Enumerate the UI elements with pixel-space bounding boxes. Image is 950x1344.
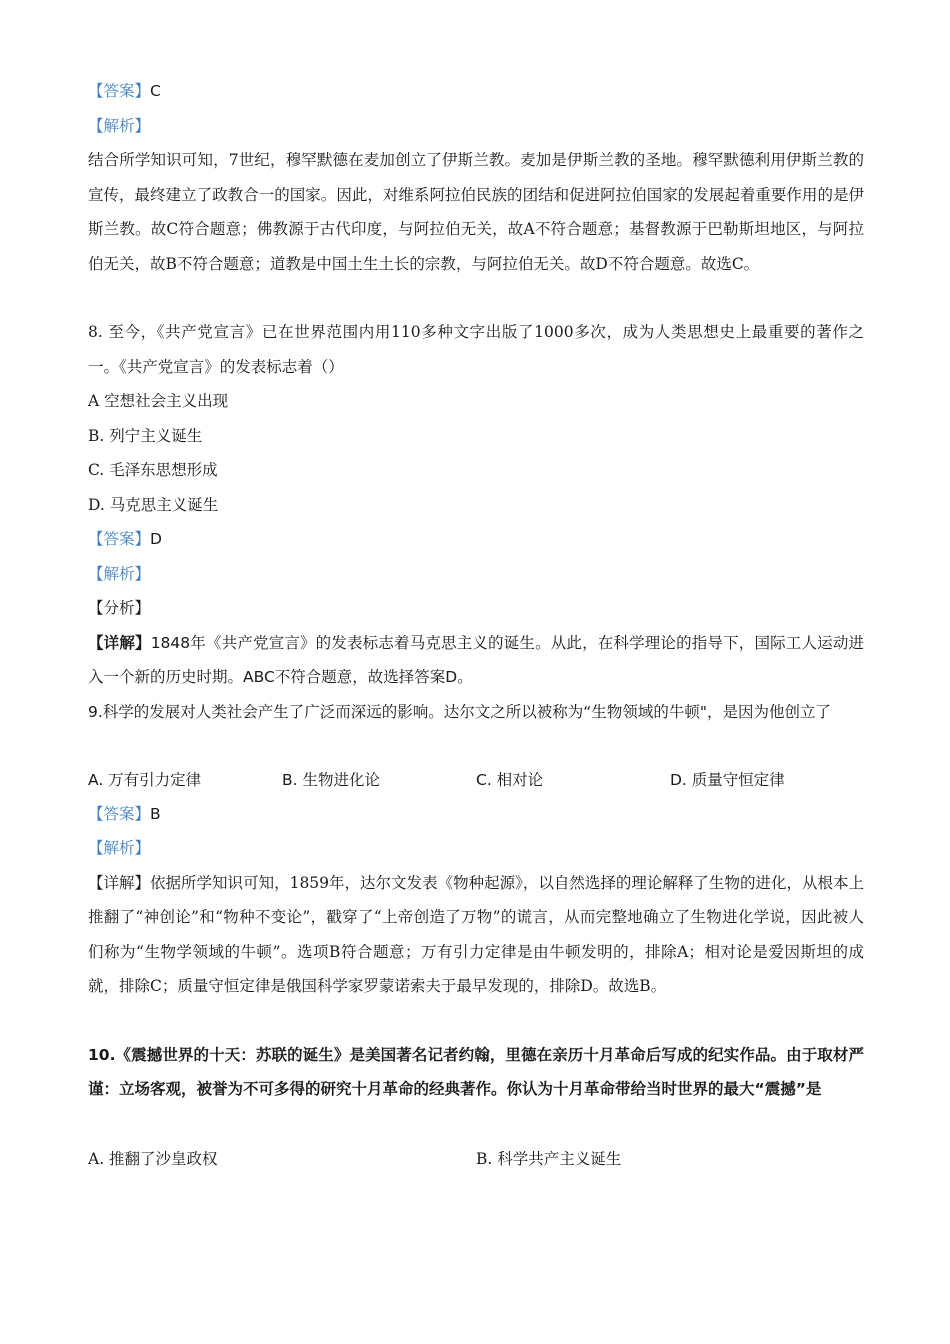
q7-answer-line: [88, 74, 864, 109]
q10-stem-text: 10.《震撼世界的十天：苏联的诞生》是美国著名记者约翰，里德在亲历十月革命后写成的纪实作品。由于取材严谨：立场客观，被誉为不可多得的研究十月革命的经典著作。你认为十月革命带给当时世界的最大“震撼”是: [88, 1045, 864, 1098]
analysis-tag: 【解析】: [88, 116, 151, 135]
q8-option-d: D. 马克思主义诞生: [88, 495, 219, 514]
q8-fenxi-heading: 【分析】: [88, 599, 151, 617]
q10-option-b: B. 科学共产主义诞生: [476, 1149, 622, 1168]
document-page: [88, 74, 864, 1176]
q8-option-b: B. 列宁主义诞生: [88, 426, 203, 445]
q7-analysis-heading: [88, 109, 864, 144]
q9-options-row: [88, 764, 864, 797]
q9-option-a: A. 万有引力定律: [88, 770, 202, 789]
q8-analysis-heading: [88, 557, 864, 592]
q9-option-b: B. 生物进化论: [282, 770, 380, 789]
detail-tag: 【详解】: [88, 632, 151, 652]
answer-value: B: [150, 804, 161, 823]
q9-analysis-heading: [88, 831, 864, 866]
q8-option-c: C. 毛泽东思想形成: [88, 461, 218, 479]
q9-option-d: D. 质量守恒定律: [670, 770, 785, 789]
detail-text: 依据所学知识可知，1859年，达尔文发表《物种起源》，以自然选择的理论解释了生物的进化，从根本上推翻了“神创论”和“物种不变论”，戳穿了“上帝创造了万物”的谎言，从而完整地确立了生物进化学说，因此被人们称为“生物学领域的牛顿”。选项B符合题意；万有引力定律是由牛顿发明的，排除A；相对论是爱因斯坦的成就，排除C；质量守恒定律是俄国科学家罗蒙诺索夫于最早发现的，排除D。故选B。: [88, 873, 864, 995]
q9-option-c: C. 相对论: [476, 770, 544, 789]
q8-answer-line: [88, 522, 864, 557]
answer-value: D: [150, 530, 162, 548]
q9-detail: [88, 866, 864, 1038]
q10-stem: [88, 1038, 864, 1142]
q10-option-a: A. 推翻了沙皇政权: [88, 1149, 218, 1168]
q8-stem: 8. 至今，《共产党宣言》已在世界范围内用110多种文字出版了1000多次，成为人类思想史上最重要的著作之一。《共产党宣言》的发表标志着（）: [88, 323, 864, 376]
q8-option-a: A 空想社会主义出现: [88, 392, 229, 410]
detail-text: 1848年《共产党宣言》的发表标志着马克思主义的诞生。从此，在科学理论的指导下，国际工人运动进入一个新的历史时期。ABC不符合题意，故选择答案D。: [88, 633, 864, 686]
answer-tag: 【答案】: [88, 82, 151, 100]
analysis-tag: 【解析】: [88, 564, 151, 583]
detail-tag: 【详解】: [88, 873, 151, 892]
q8-detail: [88, 626, 864, 695]
answer-value: C: [150, 82, 161, 100]
q10-options-row: [88, 1142, 864, 1176]
q7-analysis-text: 结合所学知识可知，7世纪，穆罕默德在麦加创立了伊斯兰教。麦加是伊斯兰教的圣地。穆罕默德利用伊斯兰教的宣传，最终建立了政教合一的国家。因此，对维系阿拉伯民族的团结和促进阿拉伯国家的发展起着重要作用的是伊斯兰教。故C符合题意；佛教源于古代印度，与阿拉伯无关，故A不符合题意；基督教源于巴勒斯坦地区，与阿拉伯无关，故B不符合题意；道教是中国土生土长的宗教，与阿拉伯无关。故D不符合题意。故选C。: [88, 151, 864, 273]
q9-answer-line: [88, 797, 864, 832]
answer-tag: 【答案】: [88, 804, 151, 823]
q9-stem: 9.科学的发展对人类社会产生了广泛而深远的影响。达尔文之所以被称为“生物领域的牛顿"，是因为他创立了: [88, 702, 831, 721]
answer-tag: 【答案】: [88, 530, 151, 548]
analysis-tag: 【解析】: [88, 839, 151, 857]
